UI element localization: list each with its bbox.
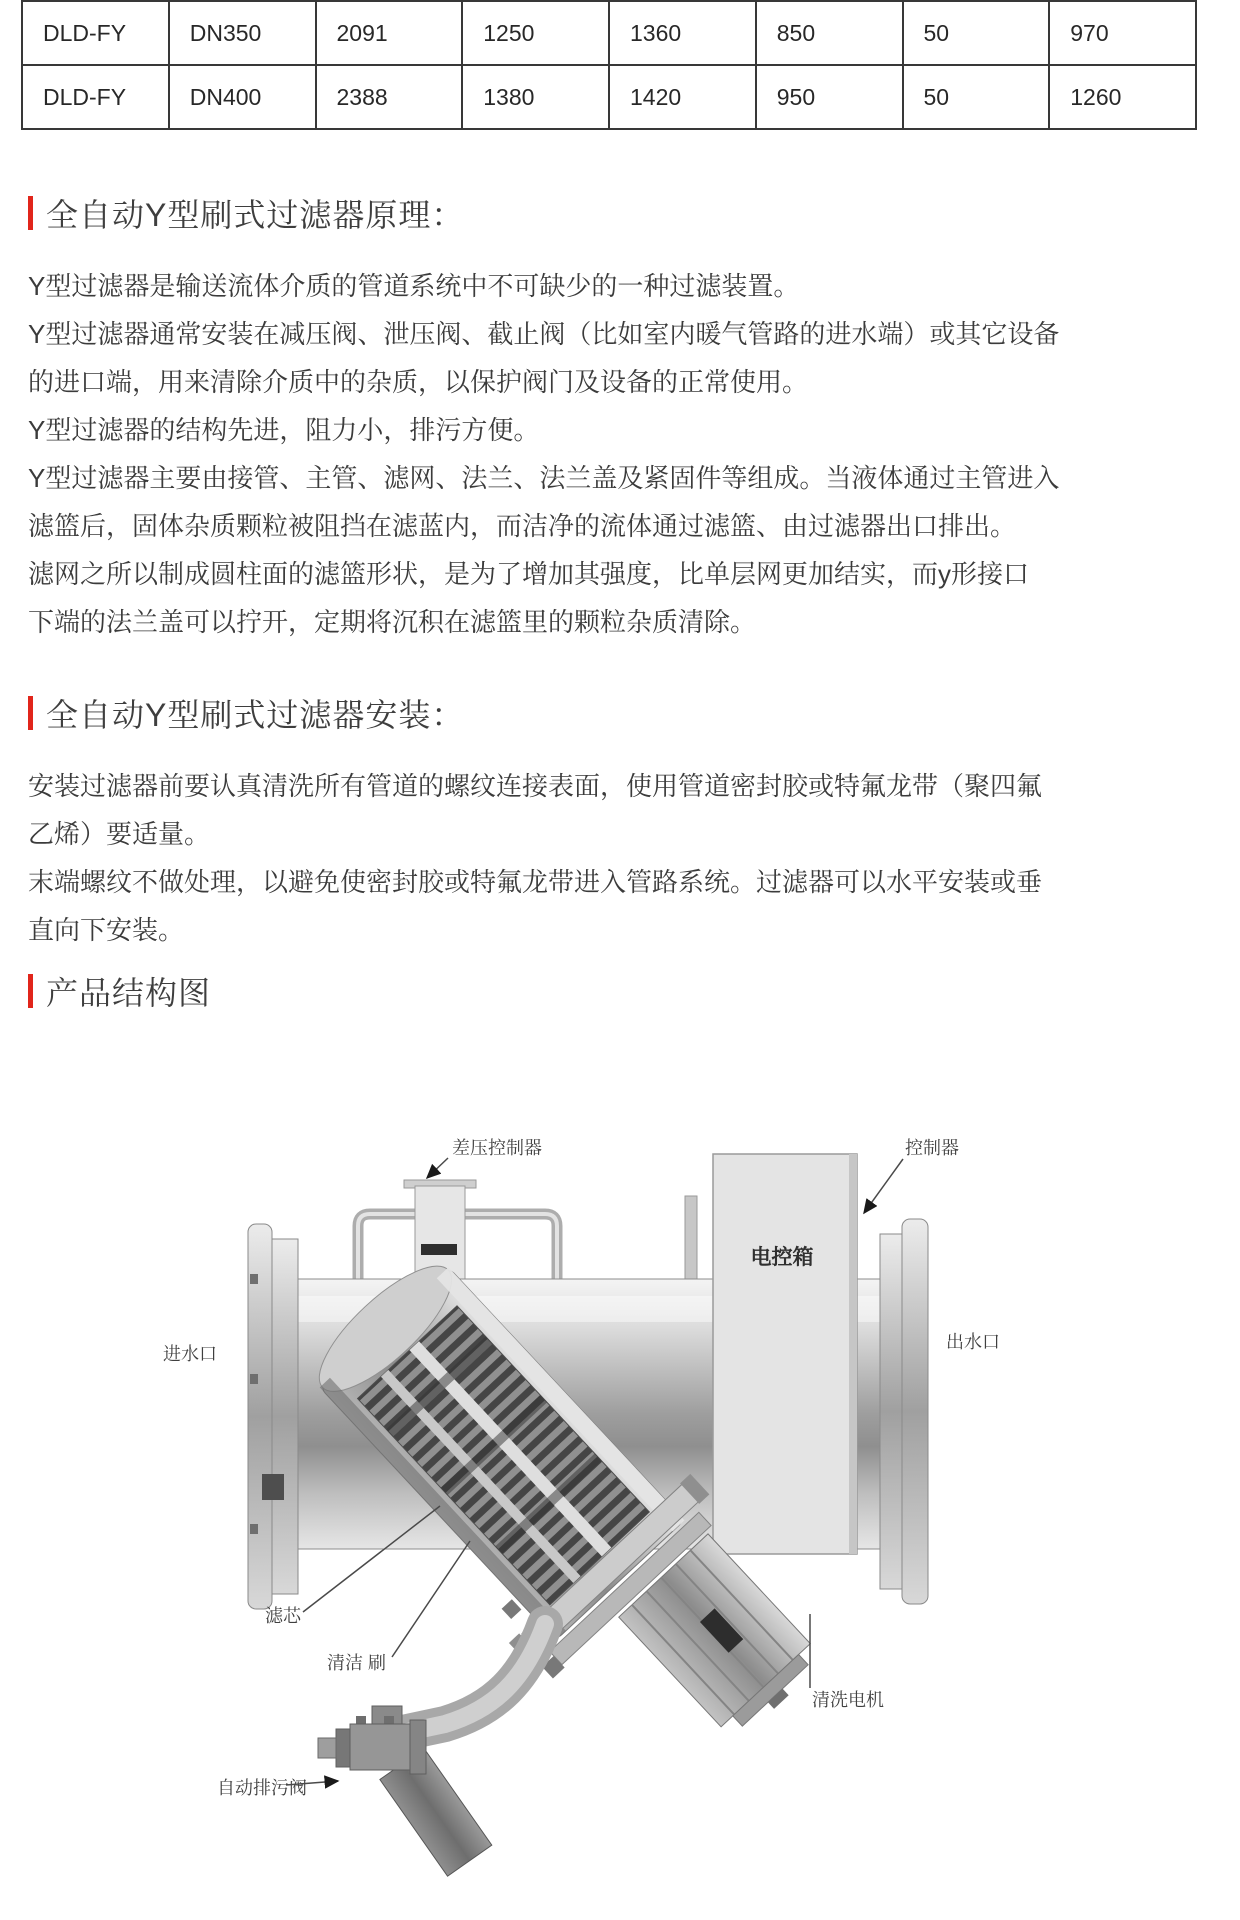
control-box-label: 电控箱 [750,1246,814,1269]
red-bar-icon [28,696,33,730]
section-title: 全自动Y型刷式过滤器安装： [46,697,465,733]
section-heading-principle [28,190,1240,236]
cleaning-brush-label: 清洁 刷 [327,1653,387,1673]
table-cell-value: 1380 [462,65,609,129]
paragraph-line: 乙烯）要适量。 [28,819,211,849]
table-cell-value: 1250 [462,1,609,65]
paragraph-line: 末端螺纹不做处理，以避免使密封胶或特氟龙带进入管路系统。过滤器可以水平安装或垂 [28,867,1043,897]
section-heading-structure [28,968,1240,1014]
spec-table-body [22,1,1196,129]
product-structure-diagram [0,1024,1240,1914]
section-title: 全自动Y型刷式过滤器原理： [46,197,465,233]
spec-table [21,0,1197,130]
cleaning-motor-label: 清洗电机 [812,1690,884,1710]
table-row [22,65,1196,129]
table-cell-model: DLD-FY [22,1,169,65]
table-cell-value: 970 [1049,1,1196,65]
inlet-flange [248,1224,298,1609]
red-bar-icon [28,196,33,230]
diff-pressure-controller-label: 差压控制器 [452,1138,542,1158]
paragraph-line: Y型过滤器是输送流体介质的管道系统中不可缺少的一种过滤装置。 [28,271,800,301]
table-cell-value: 2091 [316,1,463,65]
table-cell-value: 1420 [609,65,756,129]
paragraph-line: 安装过滤器前要认真清洗所有管道的螺纹连接表面，使用管道密封胶或特氟龙带（聚四氟 [28,771,1043,801]
red-bar-icon [28,974,33,1008]
table-cell-value: 1260 [1049,65,1196,129]
table-cell-value: 850 [756,1,903,65]
principle-paragraph [28,262,1240,646]
inlet-label: 进水口 [163,1344,217,1364]
table-cell-model: DLD-FY [22,65,169,129]
auto-drain-valve-label: 自动排污阀 [217,1778,307,1798]
table-cell-value: 50 [903,65,1050,129]
elbow-pipe [398,1624,545,1734]
paragraph-line: 滤篮后，固体杂质颗粒被阻挡在滤蓝内，而洁净的流体通过滤篮、由过滤器出口排出。 [28,511,1017,541]
table-row [22,1,1196,65]
table-cell-value: 950 [756,65,903,129]
outlet-label: 出水口 [946,1332,1000,1352]
outlet-flange [880,1219,928,1604]
control-box [713,1154,857,1554]
section-title: 产品结构图 [46,975,212,1011]
paragraph-line: 直向下安装。 [28,915,185,945]
paragraph-line: 下端的法兰盖可以拧开，定期将沉积在滤篮里的颗粒杂质清除。 [28,607,757,637]
table-cell-value: 2388 [316,65,463,129]
table-cell-dn: DN400 [169,65,316,129]
paragraph-line: Y型过滤器主要由接管、主管、滤网、法兰、法兰盖及紧固件等组成。当液体通过主管进入 [28,463,1060,493]
paragraph-line: 滤网之所以制成圆柱面的滤篮形状，是为了增加其强度，比单层网更加结实，而y形接口 [28,559,1030,589]
table-cell-value: 50 [903,1,1050,65]
section-heading-install [28,690,1240,736]
paragraph-line: 的进口端，用来清除介质中的杂质，以保护阀门及设备的正常使用。 [28,367,809,397]
paragraph-line: Y型过滤器通常安装在减压阀、泄压阀、截止阀（比如室内暖气管路的进水端）或其它设备 [28,319,1060,349]
controller-label: 控制器 [905,1138,959,1158]
filter-element-label: 滤芯 [265,1606,301,1626]
paragraph-line: Y型过滤器的结构先进，阻力小，排污方便。 [28,415,540,445]
table-cell-dn: DN350 [169,1,316,65]
table-cell-value: 1360 [609,1,756,65]
sensor-loop [358,1196,697,1284]
install-paragraph [28,762,1240,954]
